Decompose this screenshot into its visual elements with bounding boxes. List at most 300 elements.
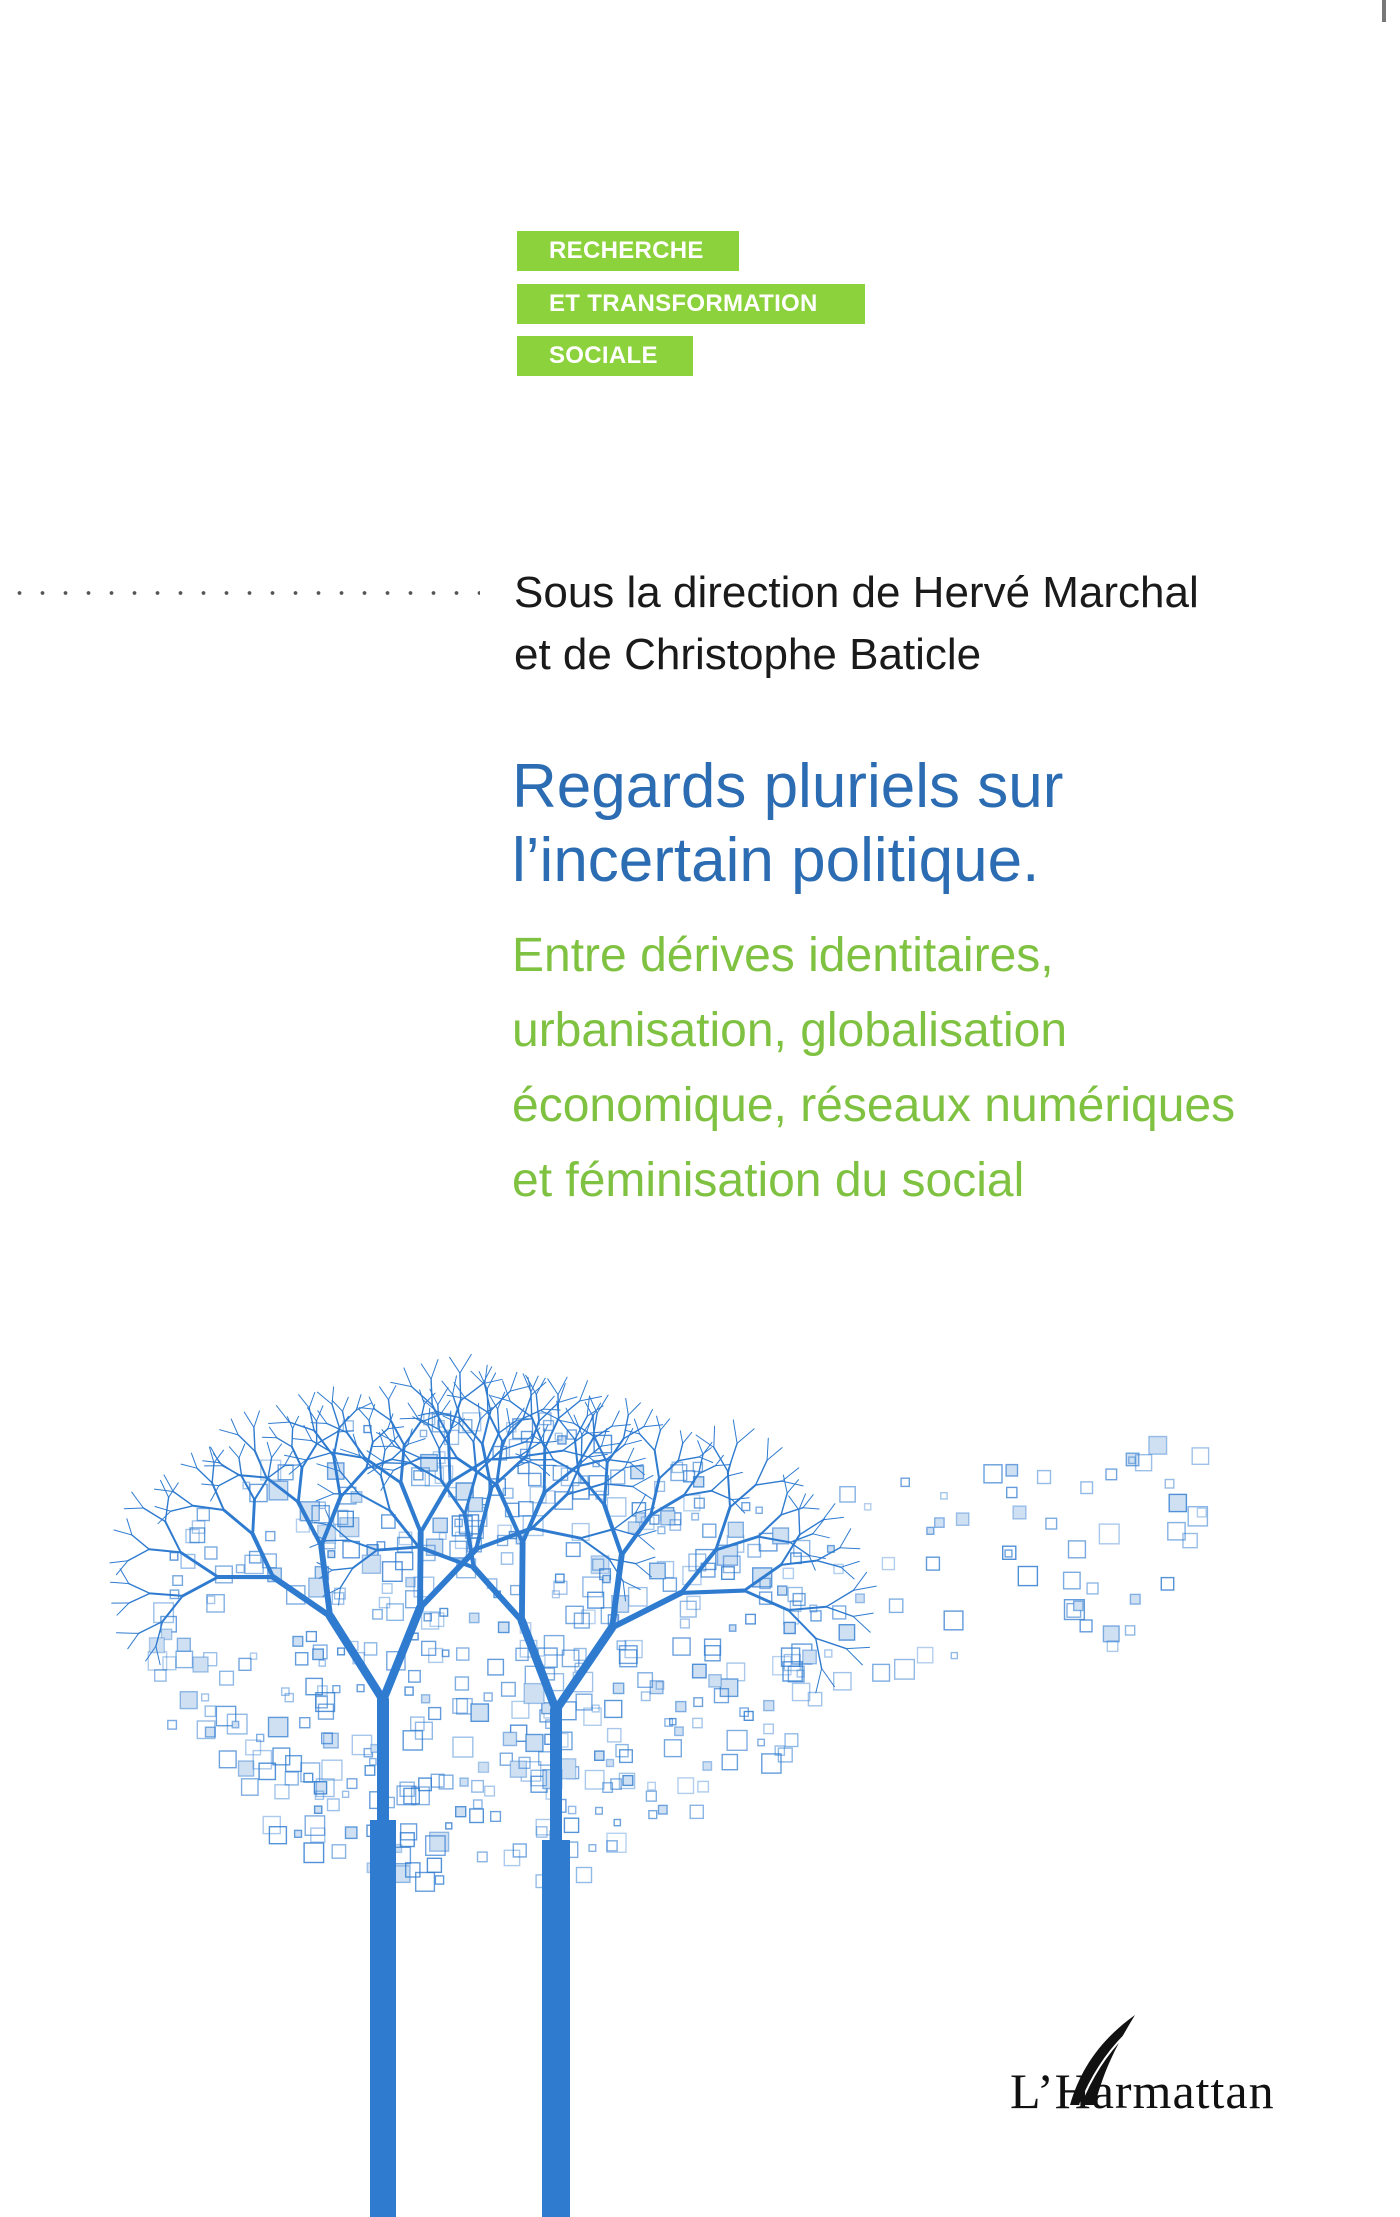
floating-square (825, 1650, 832, 1657)
floating-square (206, 1727, 216, 1737)
floating-square (840, 1487, 855, 1502)
floating-square (678, 1778, 694, 1794)
tree-branch (597, 1395, 608, 1413)
floating-square (681, 1619, 690, 1628)
floating-square (433, 1518, 447, 1532)
tree-branch (840, 1548, 860, 1549)
tree-branch (813, 1534, 830, 1538)
floating-square (625, 1641, 642, 1658)
tree-branch (128, 1549, 149, 1561)
floating-squares (148, 1413, 1208, 1891)
floating-square (470, 1809, 484, 1823)
tree-branch (269, 1422, 290, 1423)
tree-branch (262, 1437, 277, 1438)
tree-trunk-right (542, 1840, 570, 2217)
tree-branch (219, 1475, 239, 1486)
floating-square (250, 1552, 261, 1563)
tree-branch (681, 1550, 716, 1593)
floating-square (730, 1625, 736, 1631)
floating-square (455, 1677, 468, 1690)
tree-branch (438, 1388, 448, 1405)
floating-square (239, 1761, 254, 1776)
floating-square (607, 1841, 617, 1851)
tree-branch (624, 1415, 629, 1439)
floating-square (1106, 1469, 1117, 1480)
floating-square (1069, 1541, 1086, 1558)
floating-square (429, 1708, 441, 1720)
floating-square (703, 1762, 712, 1771)
floating-square (315, 1806, 322, 1813)
floating-square (698, 1781, 709, 1792)
tree-branch (203, 1461, 220, 1463)
tree-branch (293, 1416, 299, 1428)
tree-branch (633, 1487, 653, 1500)
tree-branch (678, 1457, 699, 1461)
tree-branch (111, 1582, 129, 1583)
tree-branch (822, 1669, 835, 1687)
tree-branch (781, 1561, 817, 1565)
title-line-2: l’incertain politique. (512, 826, 1040, 895)
dotted-divider (8, 586, 480, 600)
tree-branch (117, 1603, 129, 1615)
tree-branch (800, 1520, 823, 1535)
floating-square (518, 1463, 529, 1474)
floating-square (608, 1729, 621, 1742)
floating-square (442, 1650, 448, 1656)
floating-square (1099, 1524, 1119, 1544)
floating-square (537, 1827, 547, 1837)
tree-branch (219, 1463, 238, 1475)
floating-square (620, 1650, 637, 1667)
floating-square (1080, 1620, 1092, 1632)
floating-square (803, 1650, 817, 1664)
tree-branch (566, 1408, 574, 1423)
tree-branch (298, 1468, 302, 1502)
tree-branch (450, 1357, 460, 1373)
tree-branch (357, 1408, 369, 1421)
floating-square (890, 1599, 903, 1612)
tree-branch (730, 1485, 756, 1507)
tree-branch (197, 1468, 212, 1483)
floating-square (834, 1673, 851, 1690)
floating-square (785, 1734, 798, 1747)
floating-square (343, 1791, 349, 1797)
floating-square (1038, 1471, 1051, 1484)
tree-branch (640, 1434, 655, 1451)
floating-square (202, 1694, 209, 1701)
floating-square (155, 1670, 166, 1681)
tree-trunk-left (370, 1820, 396, 2217)
floating-square (1081, 1482, 1093, 1494)
subtitle-line-2: urbanisation, globalisation (512, 1004, 1068, 1057)
tree-branch (756, 1481, 782, 1485)
floating-square (304, 1843, 324, 1863)
floating-square (783, 1568, 793, 1578)
subtitle-line-3: économique, réseaux numériques (512, 1079, 1236, 1132)
floating-square (742, 1503, 750, 1511)
tree-branch (846, 1647, 869, 1648)
floating-square (205, 1706, 215, 1716)
floating-square (479, 1762, 489, 1772)
floating-square (338, 1648, 345, 1655)
tree-branch (522, 1543, 523, 1621)
floating-square (409, 1671, 421, 1683)
tree-branch (657, 1416, 661, 1430)
floating-square (450, 1541, 467, 1558)
floating-square (1046, 1518, 1057, 1529)
floating-square (460, 1778, 468, 1786)
tree-branch (853, 1586, 876, 1590)
tree-branch (465, 1398, 488, 1412)
tree-branch (711, 1476, 727, 1491)
floating-square (649, 1811, 657, 1819)
floating-square (588, 1592, 604, 1608)
floating-square (941, 1493, 947, 1499)
floating-square (286, 1756, 302, 1772)
floating-square (650, 1563, 666, 1579)
floating-square (614, 1820, 620, 1826)
floating-square (865, 1504, 871, 1510)
floating-square (455, 1519, 462, 1526)
floating-square (396, 1553, 413, 1570)
authors (514, 562, 1374, 686)
floating-square (1006, 1465, 1017, 1476)
floating-square (332, 1845, 345, 1858)
floating-square (357, 1685, 364, 1692)
floating-square (675, 1727, 684, 1736)
tree-branch (696, 1435, 714, 1447)
tree-branch (163, 1596, 183, 1622)
tree-branch (332, 1568, 353, 1570)
floating-square (709, 1675, 721, 1687)
tree-branch (383, 1608, 420, 1700)
floating-square (383, 1562, 403, 1582)
title-line-1: Regards pluriels sur (512, 752, 1064, 821)
tree-branch (853, 1572, 866, 1590)
floating-square (529, 1473, 541, 1485)
floating-square (577, 1868, 592, 1883)
floating-square (544, 1636, 563, 1655)
publisher-name: L’Harmattan (1010, 2063, 1275, 2119)
series-tag-transformation: ET TRANSFORMATION (517, 284, 865, 324)
tree-branch (332, 1404, 339, 1427)
floating-square (427, 1858, 441, 1872)
tree-branch (394, 1446, 420, 1458)
floating-square (1161, 1578, 1173, 1590)
floating-square (456, 1807, 466, 1817)
floating-square (1165, 1480, 1174, 1489)
floating-square (927, 1527, 934, 1534)
tree-branch (277, 1438, 292, 1447)
floating-square (431, 1774, 444, 1787)
floating-square (293, 1637, 303, 1647)
floating-square (259, 1763, 275, 1779)
tree-branch (767, 1438, 768, 1460)
floating-square (658, 1527, 665, 1534)
tree-branch (644, 1410, 653, 1427)
floating-square (435, 1876, 443, 1884)
tree-branch (173, 1492, 193, 1506)
tree-branch (602, 1443, 620, 1446)
tree-branch (224, 1510, 253, 1534)
tree-branch (255, 1478, 269, 1500)
floating-square (673, 1638, 690, 1655)
tree-branch (612, 1411, 619, 1426)
floating-square (613, 1683, 623, 1693)
tree-branch (823, 1504, 835, 1520)
tree-branch (655, 1430, 661, 1450)
tree-branch (683, 1432, 692, 1443)
tree-branch (304, 1425, 312, 1440)
floating-square (727, 1731, 747, 1751)
floating-square (1149, 1437, 1167, 1455)
tree-branch (483, 1367, 492, 1384)
tree-branch (389, 1400, 391, 1421)
floating-square (352, 1735, 371, 1754)
floating-square (411, 1717, 424, 1730)
tree-branch (767, 1448, 782, 1461)
tree-branch (318, 1411, 327, 1424)
floating-square (1005, 1550, 1012, 1557)
tree-branch (244, 1412, 254, 1428)
floating-square (596, 1808, 603, 1815)
floating-square (324, 1733, 339, 1748)
authors-line-2: et de Christophe Baticle (514, 630, 982, 679)
floating-square (478, 1852, 488, 1862)
tree-branch (471, 1371, 485, 1385)
tree-branch (110, 1561, 128, 1563)
floating-square (746, 1614, 756, 1624)
book-subtitle (512, 918, 1372, 1218)
floating-square (168, 1721, 177, 1730)
tree-branch (317, 1392, 332, 1404)
tree-branch (299, 1395, 310, 1408)
floating-square (788, 1588, 802, 1602)
floating-square (469, 1498, 483, 1512)
tree-branch (714, 1426, 715, 1447)
series-tag-sociale: SOCIALE (517, 336, 693, 376)
tree-branch (853, 1613, 873, 1616)
tree-branch (127, 1519, 132, 1535)
floating-square (422, 1695, 430, 1703)
floating-square (727, 1663, 745, 1681)
floating-square (524, 1684, 544, 1704)
tree-branch (343, 1397, 349, 1411)
floating-square (197, 1509, 209, 1521)
tree-branch (284, 1451, 292, 1465)
floating-square (935, 1518, 944, 1527)
floating-square (453, 1699, 468, 1714)
floating-square (659, 1805, 668, 1814)
floating-square (305, 1816, 324, 1835)
floating-square (901, 1478, 909, 1486)
tree-branch (340, 1568, 353, 1588)
floating-square (895, 1660, 915, 1680)
floating-square (693, 1718, 702, 1727)
floating-square (566, 1543, 580, 1557)
tree-branch (272, 1444, 282, 1458)
floating-square (1074, 1601, 1083, 1610)
tree-branch (485, 1365, 488, 1384)
floating-square (474, 1800, 482, 1808)
tree-branch (638, 1536, 654, 1549)
floating-square (562, 1650, 578, 1666)
floating-square (446, 1823, 452, 1829)
floating-square (275, 1785, 289, 1799)
tree-branch (681, 1591, 744, 1593)
tree-branch (498, 1409, 499, 1433)
floating-square (676, 1702, 686, 1712)
tree-branch (253, 1500, 255, 1534)
tree-branch (698, 1441, 703, 1455)
floating-square (665, 1740, 682, 1757)
floating-square (239, 1658, 251, 1670)
tree-branch (149, 1549, 181, 1552)
floating-square (693, 1664, 707, 1678)
floating-square (232, 1721, 238, 1727)
floating-square (589, 1845, 596, 1852)
floating-square (313, 1649, 323, 1659)
tree-branch (408, 1439, 425, 1445)
series-tag-recherche: RECHERCHE (517, 231, 739, 271)
tree-branch (733, 1420, 737, 1444)
tree-branch (431, 1360, 438, 1379)
floating-square (605, 1701, 622, 1718)
floating-square (748, 1545, 761, 1558)
floating-square (620, 1646, 638, 1664)
floating-square (646, 1791, 656, 1801)
tree-branch (607, 1439, 623, 1463)
floating-square (784, 1622, 795, 1633)
tree-branch (154, 1489, 173, 1491)
tree-branch (114, 1530, 132, 1535)
floating-square (373, 1610, 382, 1619)
floating-square (365, 1643, 377, 1655)
tree-branch (781, 1493, 787, 1515)
floating-square (403, 1731, 422, 1750)
floating-square (1013, 1506, 1026, 1519)
floating-square (273, 1748, 290, 1765)
tree-branch (809, 1556, 815, 1571)
floating-square (457, 1699, 472, 1714)
floating-square (485, 1786, 495, 1796)
floating-square (319, 1660, 325, 1666)
floating-square (764, 1724, 773, 1733)
floating-square (242, 1779, 258, 1795)
tree-branch (391, 1382, 412, 1386)
floating-square (585, 1771, 604, 1790)
tree-branch (803, 1508, 819, 1509)
tree-branch (630, 1458, 646, 1462)
tree-branch (548, 1379, 558, 1395)
floating-square (1087, 1583, 1098, 1594)
floating-square (266, 1532, 275, 1541)
floating-square (756, 1507, 762, 1513)
tree-branch (375, 1409, 391, 1420)
subtitle-line-4: et féminisation du social (512, 1154, 1025, 1207)
floating-square (503, 1732, 516, 1745)
floating-square (193, 1657, 208, 1672)
floating-square (304, 1773, 313, 1782)
tree-branch (404, 1368, 412, 1387)
tree-branch (823, 1517, 844, 1519)
floating-square (705, 1646, 720, 1661)
tree-branches (110, 1354, 876, 1850)
tree-branch (369, 1421, 373, 1443)
tree-branch (129, 1584, 150, 1594)
floating-square (511, 1586, 520, 1595)
tree-branch (183, 1577, 218, 1596)
floating-square (873, 1664, 890, 1681)
tree-branch (728, 1472, 743, 1476)
tree-branch (457, 1458, 497, 1485)
tree-branch (164, 1475, 173, 1492)
tree-branch (239, 1458, 242, 1476)
tree-branch (460, 1354, 471, 1373)
floating-square (322, 1760, 342, 1780)
tree-branch (139, 1622, 163, 1634)
floating-square (839, 1625, 854, 1640)
tree-branch (846, 1649, 862, 1665)
floating-square (569, 1806, 576, 1813)
tree-branch (840, 1529, 851, 1548)
floating-square (370, 1759, 376, 1765)
tree-branch (120, 1569, 129, 1584)
tree-branch (787, 1480, 798, 1494)
tree-branch (732, 1500, 745, 1514)
floating-square (269, 1717, 288, 1736)
floating-square (607, 1498, 625, 1516)
floating-square (778, 1586, 787, 1595)
tree-branch (487, 1389, 488, 1412)
floating-square (484, 1693, 492, 1701)
tree-branch (412, 1387, 433, 1405)
floating-square (472, 1781, 484, 1793)
floating-square (405, 1687, 413, 1695)
tree-branch (813, 1519, 825, 1534)
tree-branch (132, 1535, 149, 1549)
floating-square (1192, 1448, 1208, 1464)
floating-square (170, 1553, 178, 1561)
floating-square (642, 1692, 651, 1701)
floating-square (457, 1648, 469, 1660)
floating-square (927, 1557, 940, 1570)
tree-branch (269, 1427, 276, 1438)
floating-square (177, 1638, 190, 1651)
tree-branch (460, 1373, 461, 1401)
floating-square (687, 1596, 700, 1609)
floating-square (1197, 1508, 1206, 1517)
tree-branch (716, 1465, 730, 1466)
floating-square (365, 1766, 375, 1776)
floating-square (220, 1671, 234, 1685)
tree-branch (531, 1392, 532, 1417)
tree-branch (191, 1453, 197, 1468)
floating-square (414, 1471, 423, 1480)
tree-branch (541, 1411, 559, 1420)
floating-square (207, 1596, 214, 1603)
floating-square (453, 1737, 473, 1757)
floating-square (430, 1613, 444, 1627)
tree-branch (680, 1431, 682, 1444)
floating-square (629, 1588, 647, 1606)
floating-square (219, 1751, 236, 1768)
floating-square (295, 1830, 302, 1837)
floating-square (526, 1735, 543, 1752)
tree-branch (254, 1428, 255, 1452)
floating-square (595, 1751, 604, 1760)
floating-square (758, 1739, 764, 1745)
